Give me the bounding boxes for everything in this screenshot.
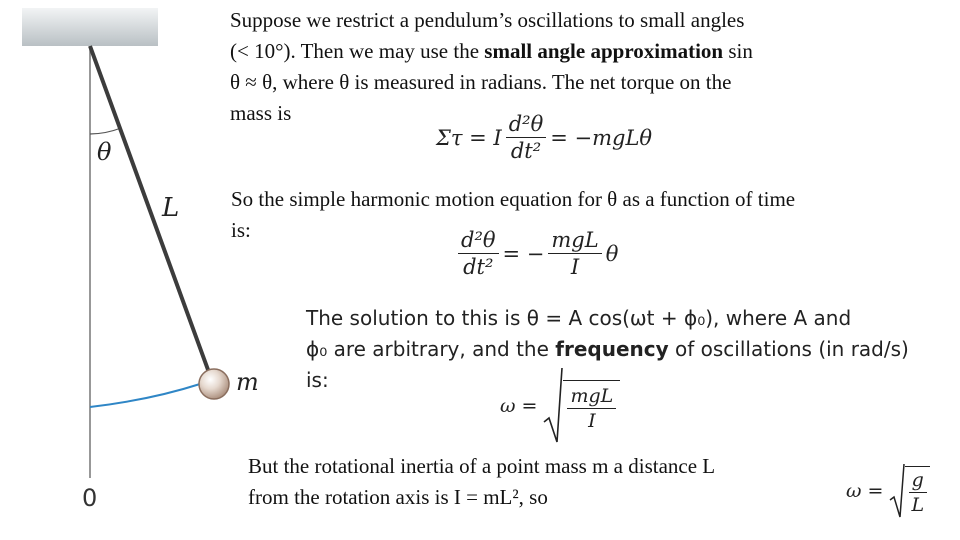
shm-equation-fraction-1: [458, 228, 499, 279]
shm-equation-denominator-2: I: [570, 255, 580, 279]
shm-equation-numerator-1: d²θ: [458, 228, 499, 254]
final-equation-fraction: [908, 469, 927, 516]
length-label: L: [162, 193, 180, 223]
inertia-line-2: from the rotation axis is I = mL², so: [248, 485, 548, 509]
small-angle-approximation-term: small angle approximation: [484, 39, 724, 63]
shm-equation-fraction-2: [548, 228, 601, 279]
pendulum-string: [90, 46, 211, 378]
final-equation-denominator: L: [911, 494, 925, 516]
solution-line-2-tail: of oscillations (in rad/s): [668, 337, 909, 361]
angle-arc: [90, 128, 121, 134]
swing-path-arc: [90, 384, 200, 407]
solution-line-2: [306, 334, 946, 365]
torque-equation-numerator: d²θ: [506, 112, 547, 138]
omega-equation-lhs: ω =: [500, 395, 538, 417]
frequency-term: frequency: [555, 337, 669, 361]
solution-line-1: The solution to this is θ = A cos(ωt + ϕ₀), where A and: [306, 306, 852, 330]
intro-line-2-text: (< 10°). Then we may use the: [230, 39, 485, 63]
shm-equation: [458, 228, 618, 279]
final-radicand: [905, 466, 930, 516]
solution-line-3: is:: [306, 368, 329, 392]
pendulum-mass: [199, 369, 229, 399]
origin-label: 0: [82, 484, 98, 512]
theta-label: θ: [97, 138, 112, 166]
omega-radicand: [563, 380, 620, 432]
inertia-paragraph: [248, 451, 848, 513]
final-equation-lhs: ω =: [846, 480, 884, 502]
intro-line-4: mass is: [230, 101, 292, 125]
intro-line-3: θ ≈ θ, where θ is measured in radians. The net torque on the: [230, 70, 732, 94]
final-equation-numerator: g: [909, 469, 927, 493]
torque-equation-denominator: dt²: [510, 139, 542, 163]
torque-equation: [436, 112, 652, 163]
torque-equation-rhs: = −mgLθ: [550, 125, 653, 150]
shm-line-1: So the simple harmonic motion equation for θ as a function of time: [231, 187, 796, 211]
inertia-line-1: But the rotational inertia of a point mass m a distance L: [248, 454, 716, 478]
final-omega-equation: [846, 462, 930, 520]
torque-equation-fraction: [506, 112, 547, 163]
ceiling-support: [22, 8, 158, 46]
omega-equation: [500, 366, 620, 446]
shm-equation-equals: = −: [502, 241, 545, 266]
shm-equation-denominator-1: dt²: [463, 255, 494, 279]
omega-equation-numerator: mgL: [567, 385, 616, 409]
solution-line-2-text: ϕ₀ are arbitrary, and the: [306, 337, 556, 361]
omega-equation-fraction: [567, 385, 616, 432]
intro-line-2: [230, 36, 950, 67]
sqrt-sign-icon: [543, 366, 563, 446]
mass-label: m: [236, 368, 259, 396]
intro-line-1: Suppose we restrict a pendulum’s oscillations to small angles: [230, 8, 745, 32]
intro-paragraph: [230, 5, 950, 129]
solution-paragraph: [306, 303, 946, 396]
shm-line-2: is:: [231, 218, 251, 242]
omega-equation-denominator: I: [588, 410, 596, 432]
shm-equation-theta: θ: [605, 241, 619, 266]
sqrt-sign-icon: [889, 462, 905, 520]
torque-equation-lhs: Στ = I: [436, 125, 502, 150]
shm-equation-numerator-2: mgL: [548, 228, 601, 254]
intro-line-2-tail: sin: [723, 39, 753, 63]
